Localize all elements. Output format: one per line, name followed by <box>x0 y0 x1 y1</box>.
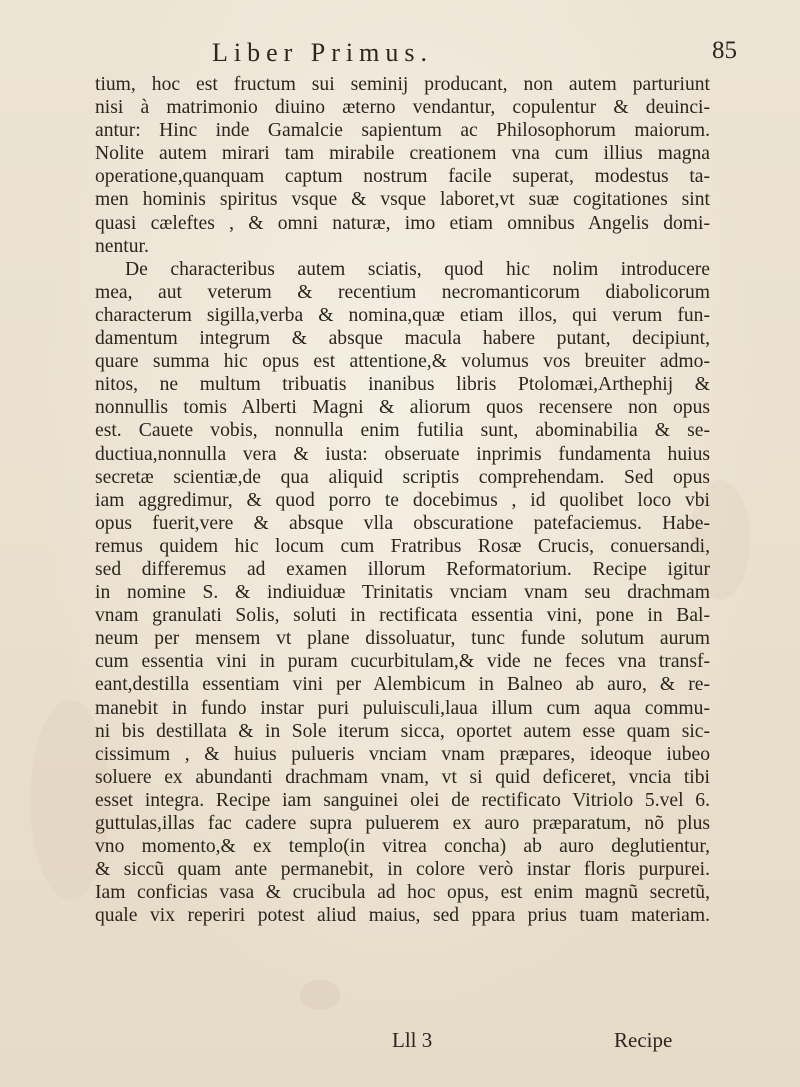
text-line: eant,destilla essentiam vini per Alembicum in Balneo ab auro, & re- <box>95 674 710 696</box>
text-line: est. Cauete vobis, nonnulla enim futilia sunt, abominabilia & se- <box>95 420 710 442</box>
text-line: mea, aut veterum & recentium necromanticorum diabolicorum <box>95 281 710 303</box>
text-line: ni bis destillata & in Sole iterum sicca, oportet autem esse quam sic- <box>95 720 710 742</box>
text-line: esset integra. Recipe iam sanguinei olei de rectificato Vitriolo 5.vel 6. <box>95 789 710 811</box>
text-line: quasi cæleftes , & omni naturæ, imo etiam omnibus Angelis domi- <box>95 212 710 234</box>
signature-mark: Lll 3 <box>392 1028 433 1052</box>
text-line: opus fuerit,vere & absque vlla obscuratione patefaciemus. Habe- <box>95 512 710 534</box>
page-footer <box>0 1028 800 1054</box>
paragraph-start: De characteribus autem sciatis, quod hic nolim introducere <box>125 258 710 280</box>
text-line: iam aggredimur, & quod porro te docebimus , id quolibet loco vbi <box>95 489 710 511</box>
text-line: nisi à matrimonio diuino æterno vendantur, copulentur & deuinci- <box>95 97 710 119</box>
text-line: Nolite autem mirari tam mirabile creationem vna cum illius magna <box>95 143 710 165</box>
text-line: secretæ scientiæ,de qua aliquid scriptis comprehendam. Sed opus <box>95 466 710 488</box>
text-line: sed differemus ad examen illorum Reformatorium. Recipe igitur <box>95 558 710 580</box>
text-line: cissimum , & huius pulueris vnciam vnam præpares, ideoque iubeo <box>95 743 710 765</box>
text-line: neum per mensem vt plane dissoluatur, tunc funde solutum aurum <box>95 628 710 650</box>
page-number: 85 <box>712 37 737 64</box>
text-line: in nomine S. & indiuiduæ Trinitatis vnciam vnam seu drachmam <box>95 582 710 604</box>
text-line: operatione,quanquam captum nostrum facile superat, modestus ta- <box>95 166 710 188</box>
text-line: soluere ex abundanti drachmam vnam, vt si quid deficeret, vncia tibi <box>95 766 710 788</box>
text-line: nonnullis tomis Alberti Magni & aliorum quos recensere non opus <box>95 397 710 419</box>
body-text <box>95 73 710 927</box>
text-line: vno momento,& ex templo(in vitrea concha) ab auro deglutientur, <box>95 836 710 858</box>
running-title: Liber Primus. <box>212 38 433 67</box>
text-line: nitos, ne multum tribuatis inanibus libris Ptolomæi,Arthephij & <box>95 374 710 396</box>
text-line: quale vix reperiri potest aliud maius, sed ppara prius tuam materiam. <box>95 905 710 927</box>
text-line: Iam conficias vasa & crucibula ad hoc opus, est enim magnũ secretũ, <box>95 882 710 904</box>
text-line: cum essentia vini in puram cucurbitulam,& vide ne feces vna transf- <box>95 651 710 673</box>
page-header <box>0 38 800 72</box>
text-line: damentum integrum & absque macula habere putant, decipiunt, <box>95 328 710 350</box>
text-line: & siccũ quam ante permanebit, in colore verò instar floris purpurei. <box>95 859 710 881</box>
paper-stain <box>300 980 340 1010</box>
text-line: guttulas,illas fac cadere supra puluerem ex auro præparatum, nõ plus <box>95 813 710 834</box>
text-line: quare summa hic opus est attentione,& volumus vos breuiter admo- <box>95 351 710 373</box>
text-line: tium, hoc est fructum sui seminij producant, non autem parturiunt <box>95 74 710 95</box>
catchword: Recipe <box>614 1028 673 1052</box>
text-line: vnam granulati Solis, soluti in rectificata essentia vini, pone in Bal- <box>95 605 710 627</box>
text-line: men hominis spiritus vsque & vsque laboret,vt suæ cogitationes sint <box>95 189 710 211</box>
text-line: nentur. <box>95 235 149 257</box>
text-line: manebit in fundo instar puri puluisculi,laua illum cum aqua commu- <box>95 697 710 719</box>
text-line: ductiua,nonnulla vera & iusta: obseruate inprimis fundamenta huius <box>95 443 710 465</box>
text-line: characterum sigilla,verba & nomina,quæ etiam illos, qui verum fun- <box>95 304 710 326</box>
text-line: remus quidem hic locum cum Fratribus Rosæ Crucis, conuersandi, <box>95 535 710 557</box>
text-line: antur: Hinc inde Gamalcie sapientum ac Philosophorum maiorum. <box>95 120 710 142</box>
